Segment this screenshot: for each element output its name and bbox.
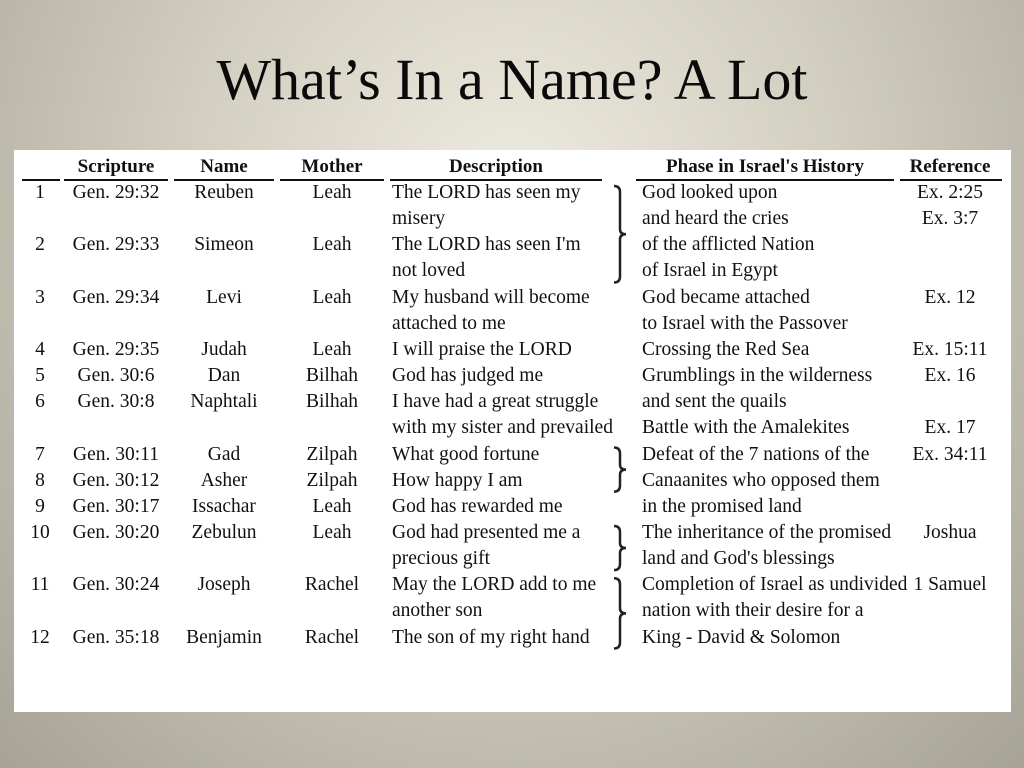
phase-line: of Israel in Egypt: [642, 260, 778, 282]
phase-line: God became attached: [642, 286, 810, 308]
row-scripture: Gen. 30:17: [72, 495, 160, 517]
row-number: 8: [35, 469, 45, 491]
row-scripture: Gen. 35:18: [72, 626, 160, 648]
row-mother: Bilhah: [306, 365, 358, 387]
row-description: The LORD has seen my: [392, 182, 581, 203]
row-description: I have had a great struggle: [392, 391, 599, 413]
row-name: Judah: [201, 338, 247, 360]
row-description: What good fortune: [392, 443, 540, 465]
row-description: May the LORD add to me: [392, 574, 597, 596]
row-name: Benjamin: [186, 626, 262, 648]
row-number: 1: [35, 182, 45, 203]
row-number: 9: [35, 495, 45, 517]
row-name: Asher: [200, 469, 248, 491]
phase-line: and heard the cries: [642, 208, 789, 230]
header-description: Description: [449, 156, 543, 177]
row-scripture: Gen. 30:24: [72, 574, 160, 596]
reference-cell: Ex. 15:11: [912, 338, 988, 360]
reference-cell: Joshua: [923, 521, 977, 543]
phase-line: to Israel with the Passover: [642, 312, 848, 334]
header-scripture: Scripture: [77, 156, 155, 177]
row-scripture: Gen. 29:32: [72, 182, 160, 203]
phase-line: Grumblings in the wilderness: [642, 365, 873, 387]
row-description: The LORD has seen I'm: [392, 234, 581, 256]
row-name: Joseph: [197, 574, 251, 596]
row-mother: Leah: [312, 234, 352, 256]
row-name: Naphtali: [190, 391, 258, 413]
row-number: 2: [35, 234, 45, 256]
row-number: 4: [35, 338, 45, 360]
row-description: My husband will become: [392, 286, 590, 308]
row-name: Dan: [207, 365, 241, 387]
row-number: 10: [30, 521, 50, 543]
row-name: Gad: [207, 443, 241, 465]
group-bracket: [614, 186, 626, 282]
row-number: 5: [35, 365, 45, 387]
row-description: I will praise the LORD: [392, 338, 572, 360]
phase-line: Defeat of the 7 nations of the: [642, 443, 870, 465]
header-reference: Reference: [909, 156, 991, 177]
row-mother: Leah: [312, 286, 352, 308]
row-description: God had presented me a: [392, 521, 581, 543]
phase-line: land and God's blessings: [642, 548, 835, 570]
row-mother: Zilpah: [306, 469, 358, 491]
row-scripture: Gen. 30:20: [72, 521, 160, 543]
phase-line: God looked upon: [642, 182, 778, 203]
row-name: Zebulun: [191, 521, 257, 543]
row-description: with my sister and prevailed: [392, 417, 613, 439]
row-name: Issachar: [192, 495, 256, 517]
phase-line: in the promised land: [642, 495, 802, 517]
row-scripture: Gen. 30:11: [73, 443, 159, 465]
phase-line: Canaanites who opposed them: [642, 469, 880, 491]
row-mother: Bilhah: [306, 391, 358, 413]
row-mother: Leah: [312, 338, 352, 360]
row-name: Reuben: [194, 182, 254, 203]
row-description: God has judged me: [392, 365, 544, 387]
row-description: another son: [392, 600, 483, 622]
reference-cell: Ex. 16: [924, 365, 976, 387]
row-scripture: Gen. 30:8: [77, 391, 155, 413]
row-scripture: Gen. 29:35: [72, 338, 160, 360]
names-table: [14, 150, 1011, 712]
row-mother: Zilpah: [306, 443, 358, 465]
phase-line: The inheritance of the promised: [642, 521, 892, 543]
row-name: Levi: [206, 286, 242, 308]
row-description: precious gift: [392, 548, 491, 570]
reference-cell: Ex. 3:7: [921, 208, 979, 230]
phase-line: Completion of Israel as undivided: [642, 574, 908, 596]
row-mother: Rachel: [304, 626, 360, 648]
header-phase: Phase in Israel's History: [666, 156, 864, 177]
row-scripture: Gen. 29:33: [72, 234, 160, 256]
row-description: attached to me: [392, 312, 506, 334]
group-bracket: [614, 448, 626, 492]
row-mother: Leah: [312, 182, 352, 203]
phase-line: nation with their desire for a: [642, 600, 864, 622]
phase-line: of the afflicted Nation: [642, 234, 815, 256]
row-number: 3: [35, 286, 45, 308]
group-bracket: [614, 526, 626, 570]
phase-line: King - David & Solomon: [642, 626, 841, 648]
row-number: 6: [35, 391, 45, 413]
row-description: not loved: [392, 260, 466, 282]
row-number: 7: [35, 443, 45, 465]
row-scripture: Gen. 30:6: [77, 365, 155, 387]
row-name: Simeon: [194, 234, 254, 256]
reference-cell: Ex. 17: [924, 417, 976, 439]
row-mother: Leah: [312, 521, 352, 543]
row-description: How happy I am: [392, 469, 523, 491]
row-scripture: Gen. 29:34: [72, 286, 160, 308]
row-mother: Rachel: [304, 574, 360, 596]
row-description: God has rewarded me: [392, 495, 563, 517]
row-number: 11: [30, 574, 50, 596]
reference-cell: Ex. 2:25: [916, 182, 984, 203]
row-description: The son of my right hand: [392, 626, 590, 648]
row-scripture: Gen. 30:12: [72, 469, 160, 491]
reference-cell: 1 Samuel: [913, 574, 987, 596]
slide-title: What’s In a Name? A Lot: [216, 47, 808, 112]
row-mother: Leah: [312, 495, 352, 517]
row-description: misery: [392, 208, 446, 230]
header-mother: Mother: [301, 156, 363, 177]
phase-line: Crossing the Red Sea: [642, 338, 810, 360]
phase-line: Battle with the Amalekites: [642, 417, 850, 439]
reference-cell: Ex. 34:11: [912, 443, 988, 465]
row-number: 12: [30, 626, 50, 648]
phase-line: and sent the quails: [642, 391, 787, 413]
group-bracket: [614, 578, 626, 648]
header-name: Name: [200, 156, 248, 177]
reference-cell: Ex. 12: [924, 286, 976, 308]
